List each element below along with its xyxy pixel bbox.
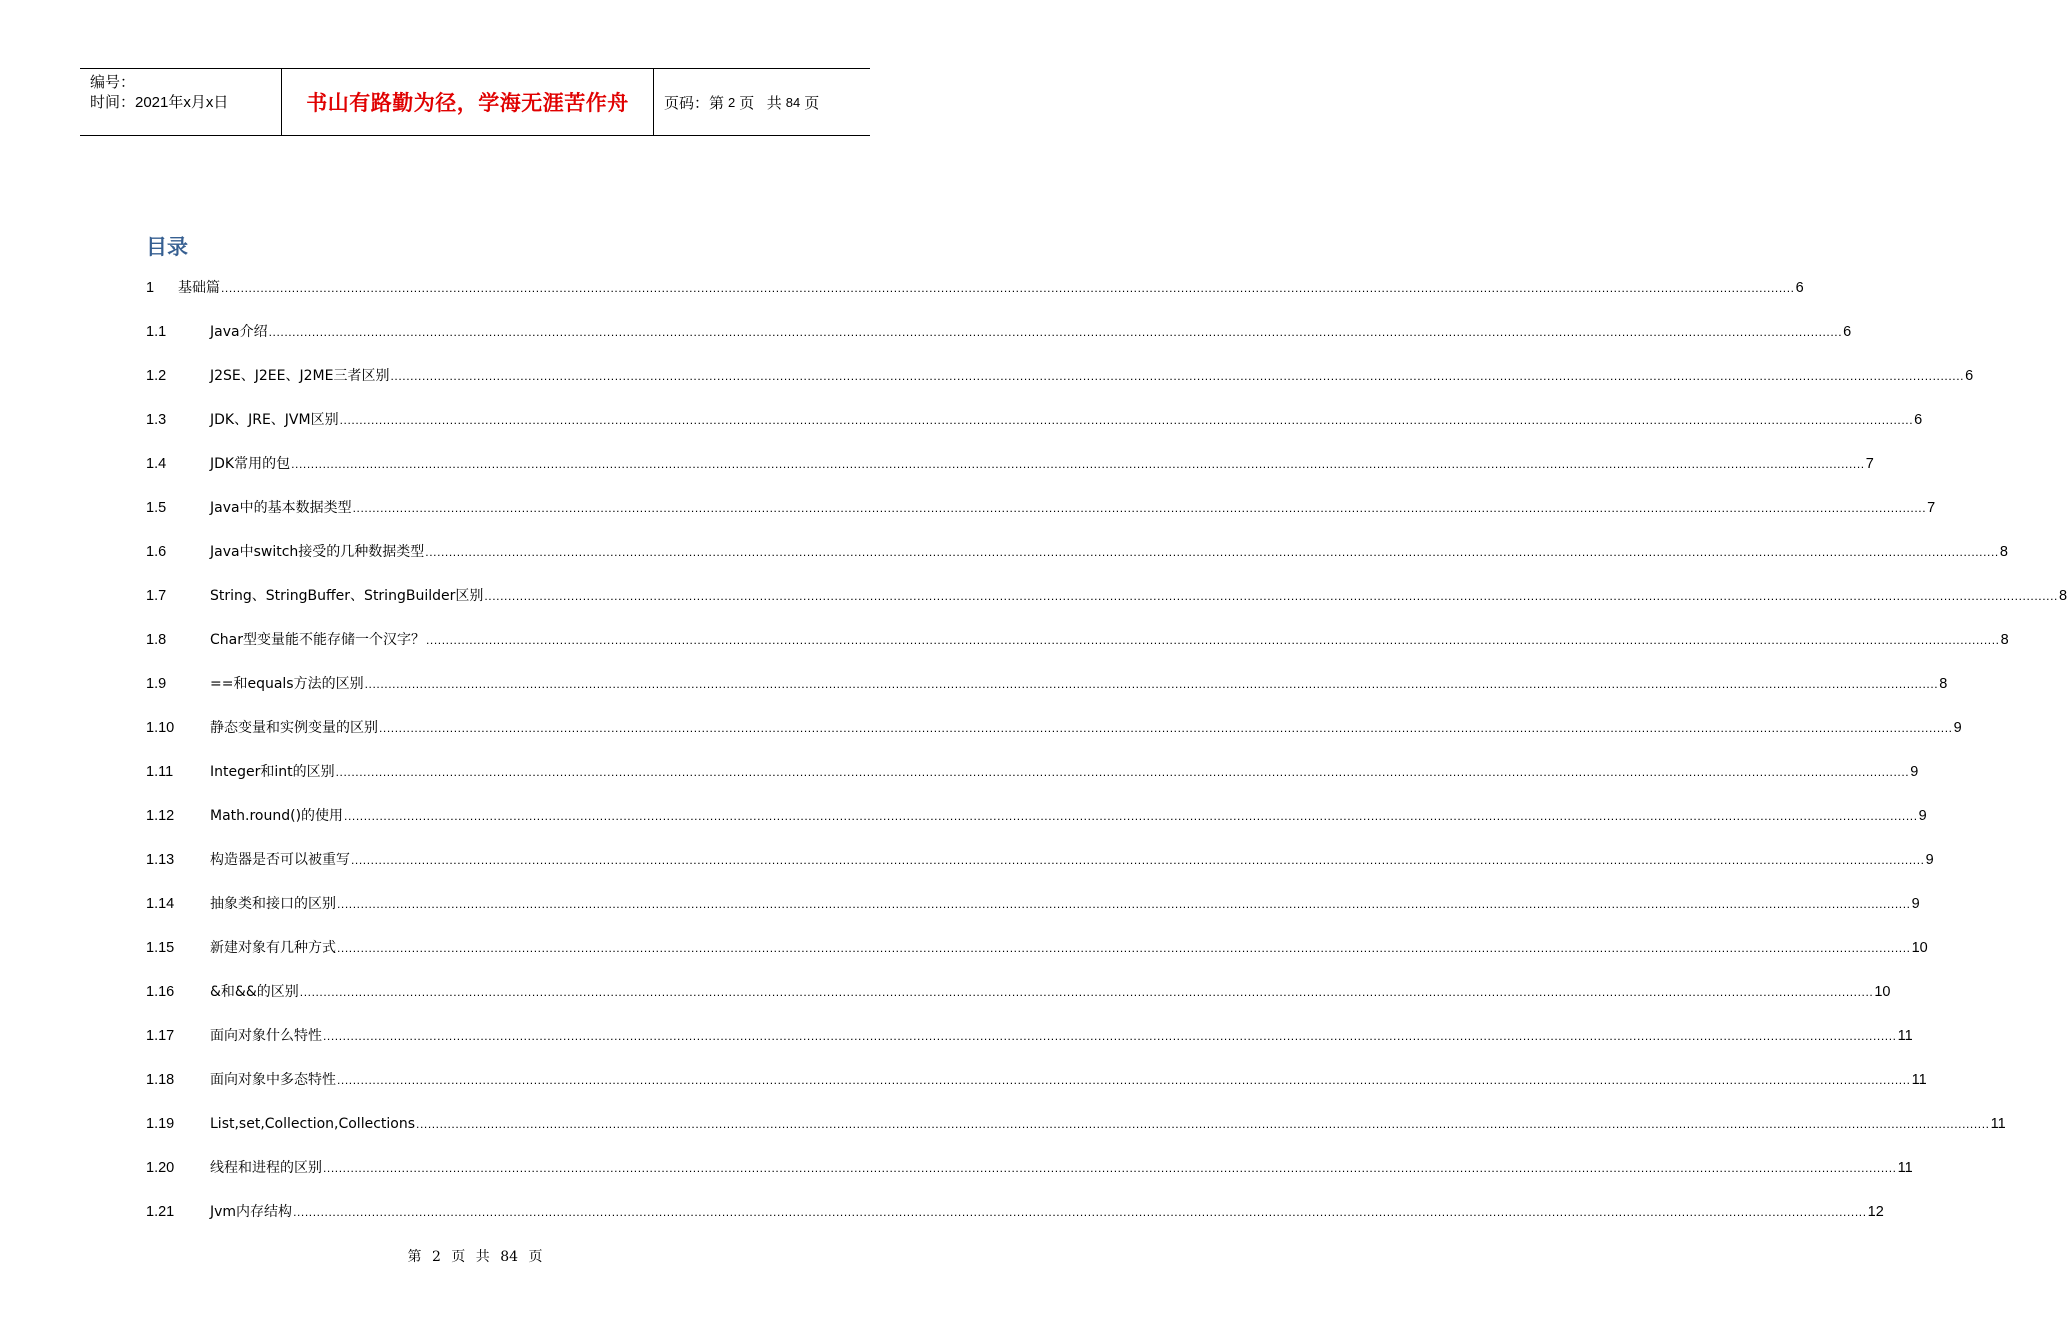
toc-leader-dots: ................................................................................................................................................................................................................................................................................................................................................................................................................ bbox=[344, 809, 1918, 823]
toc-entry-title: Jvm内存结构 bbox=[210, 1204, 293, 1220]
toc-entry-title: 基础篇 bbox=[178, 280, 220, 296]
toc-entry-page: 11 bbox=[1897, 1028, 1913, 1044]
toc-entry-title: 新建对象有几种方式 bbox=[210, 940, 336, 956]
toc-entry-title: Char型变量能不能存储一个汉字？ bbox=[210, 632, 425, 648]
toc-entry[interactable] bbox=[146, 498, 1936, 518]
header-motto-cell bbox=[282, 69, 654, 135]
toc-leader-dots: ................................................................................................................................................................................................................................................................................................................................................................................................................ bbox=[425, 633, 2000, 647]
toc-entry-number: 1.15 bbox=[146, 940, 175, 956]
toc-entry-title: Java中的基本数据类型 bbox=[210, 500, 352, 516]
toc-entry-title: J2SE、J2EE、J2ME三者区别 bbox=[210, 368, 390, 384]
toc-entry[interactable] bbox=[146, 410, 1923, 430]
toc-entry[interactable] bbox=[146, 938, 1928, 958]
toc-entry-number: 1.13 bbox=[146, 852, 175, 868]
toc-entry-title: 线程和进程的区别 bbox=[210, 1160, 322, 1176]
document-header bbox=[80, 68, 870, 136]
toc-leader-dots: ................................................................................................................................................................................................................................................................................................................................................................................................................ bbox=[221, 281, 1795, 295]
toc-entry-number: 1.6 bbox=[146, 544, 167, 560]
toc-entry[interactable] bbox=[146, 806, 1927, 826]
toc-leader-dots: ................................................................................................................................................................................................................................................................................................................................................................................................................ bbox=[416, 1117, 1990, 1131]
toc-entry[interactable] bbox=[146, 630, 2009, 650]
motto-text: 书山有路勤为径，学海无涯苦作舟 bbox=[306, 91, 629, 115]
toc-entry-title: 抽象类和接口的区别 bbox=[210, 896, 336, 912]
toc-entry-page: 9 bbox=[1953, 720, 1962, 736]
page-suffix: 页 bbox=[804, 94, 820, 112]
toc-leader-dots: ................................................................................................................................................................................................................................................................................................................................................................................................................ bbox=[484, 589, 2058, 603]
toc-entry-number: 1.16 bbox=[146, 984, 175, 1000]
toc-entry-page: 8 bbox=[2000, 632, 2009, 648]
toc-entry[interactable] bbox=[146, 762, 1919, 782]
toc-leader-dots: ................................................................................................................................................................................................................................................................................................................................................................................................................ bbox=[352, 501, 1927, 515]
toc-entry-title: ==和equals方法的区别 bbox=[210, 676, 364, 692]
toc-entry-number: 1.4 bbox=[146, 456, 167, 472]
toc-entry-number: 1.11 bbox=[146, 764, 174, 780]
toc-leader-dots: ................................................................................................................................................................................................................................................................................................................................................................................................................ bbox=[425, 545, 1999, 559]
toc-leader-dots: ................................................................................................................................................................................................................................................................................................................................................................................................................ bbox=[293, 1205, 1867, 1219]
toc-entry-number: 1.8 bbox=[146, 632, 167, 648]
toc-leader-dots: ................................................................................................................................................................................................................................................................................................................................................................................................................ bbox=[339, 413, 1914, 427]
toc-entry-title: Integer和int的区别 bbox=[210, 764, 335, 780]
toc-leader-dots: ................................................................................................................................................................................................................................................................................................................................................................................................................ bbox=[299, 985, 1874, 999]
toc-entry-title: 面向对象什么特性 bbox=[210, 1028, 322, 1044]
toc-entry-page: 8 bbox=[2058, 588, 2067, 604]
toc-entry-page: 6 bbox=[1843, 324, 1852, 340]
toc-leader-dots: ................................................................................................................................................................................................................................................................................................................................................................................................................ bbox=[268, 325, 1843, 339]
toc-entry[interactable] bbox=[146, 586, 2067, 606]
toc-entry[interactable] bbox=[146, 1026, 1913, 1046]
toc-entry-number: 1.1 bbox=[146, 324, 167, 340]
toc-leader-dots: ................................................................................................................................................................................................................................................................................................................................................................................................................ bbox=[351, 853, 1925, 867]
toc-entry-title: Math.round()的使用 bbox=[210, 808, 344, 824]
toc-entry-page: 10 bbox=[1874, 984, 1891, 1000]
toc-entry-title: String、StringBuffer、StringBuilder区别 bbox=[210, 588, 484, 604]
page-prefix: 页码：第 bbox=[664, 94, 725, 112]
toc-entry-number: 1.18 bbox=[146, 1072, 175, 1088]
header-meta-cell bbox=[80, 69, 282, 135]
toc-entry-page: 8 bbox=[1999, 544, 2008, 560]
toc-entry-number: 1.19 bbox=[146, 1116, 175, 1132]
page-mid: 页 共 bbox=[739, 94, 782, 112]
toc-entry[interactable] bbox=[146, 542, 2008, 562]
toc-entry-number: 1.2 bbox=[146, 368, 167, 384]
toc-entry-page: 6 bbox=[1965, 368, 1974, 384]
toc-title: 目录 bbox=[146, 235, 188, 259]
toc-entry-page: 11 bbox=[1990, 1116, 2006, 1132]
toc-entry-number: 1 bbox=[146, 280, 155, 296]
toc-entry-page: 9 bbox=[1911, 896, 1920, 912]
toc-entry-number: 1.20 bbox=[146, 1160, 175, 1176]
toc-entry[interactable] bbox=[146, 982, 1891, 1002]
toc-entry[interactable] bbox=[146, 1202, 1884, 1222]
toc-leader-dots: ................................................................................................................................................................................................................................................................................................................................................................................................................ bbox=[323, 1161, 1897, 1175]
toc-entry[interactable] bbox=[146, 1158, 1913, 1178]
toc-leader-dots: ................................................................................................................................................................................................................................................................................................................................................................................................................ bbox=[364, 677, 1939, 691]
toc-leader-dots: ................................................................................................................................................................................................................................................................................................................................................................................................................ bbox=[337, 897, 1911, 911]
page-footer: 第 2 页 共 84 页 bbox=[407, 1249, 543, 1265]
toc-entry-title: 面向对象中多态特性 bbox=[210, 1072, 336, 1088]
toc-leader-dots: ................................................................................................................................................................................................................................................................................................................................................................................................................ bbox=[323, 1029, 1897, 1043]
toc-entry-title: List,set,Collection,Collections bbox=[210, 1116, 416, 1132]
number-label: 编号： bbox=[90, 74, 136, 91]
toc-entry-number: 1.3 bbox=[146, 412, 167, 428]
toc-entry-title: JDK常用的包 bbox=[210, 456, 291, 472]
toc-entry-page: 7 bbox=[1865, 456, 1874, 472]
toc-entry-title: &和&&的区别 bbox=[210, 984, 299, 1000]
page-current: 2 bbox=[728, 94, 736, 110]
toc-entry[interactable] bbox=[146, 1070, 1927, 1090]
toc-entry-page: 6 bbox=[1914, 412, 1923, 428]
toc-entry-number: 1.5 bbox=[146, 500, 167, 516]
toc-leader-dots: ................................................................................................................................................................................................................................................................................................................................................................................................................ bbox=[291, 457, 1865, 471]
toc-entry-number: 1.21 bbox=[146, 1204, 175, 1220]
toc-entry-number: 1.12 bbox=[146, 808, 175, 824]
toc-entry-page: 9 bbox=[1910, 764, 1919, 780]
toc-entry-title: 构造器是否可以被重写 bbox=[210, 852, 350, 868]
toc-leader-dots: ................................................................................................................................................................................................................................................................................................................................................................................................................ bbox=[390, 369, 1965, 383]
toc-leader-dots: ................................................................................................................................................................................................................................................................................................................................................................................................................ bbox=[337, 1073, 1911, 1087]
toc-entry-title: Java介绍 bbox=[210, 324, 268, 340]
toc-leader-dots: ................................................................................................................................................................................................................................................................................................................................................................................................................ bbox=[337, 941, 1911, 955]
toc-entry-page: 7 bbox=[1927, 500, 1936, 516]
toc-entry[interactable] bbox=[146, 366, 1974, 386]
toc-entry-number: 1.14 bbox=[146, 896, 175, 912]
toc-entry-page: 10 bbox=[1911, 940, 1928, 956]
toc-entry-number: 1.7 bbox=[146, 588, 167, 604]
toc-entry[interactable] bbox=[146, 322, 1852, 342]
time-label: 时间：2021年x月x日 bbox=[90, 94, 229, 111]
toc-entry-page: 6 bbox=[1795, 280, 1804, 296]
toc-entry-page: 9 bbox=[1925, 852, 1934, 868]
toc-entry-title: JDK、JRE、JVM区别 bbox=[210, 412, 339, 428]
toc-entry[interactable] bbox=[146, 894, 1920, 914]
toc-entry-number: 1.17 bbox=[146, 1028, 175, 1044]
toc-entry-number: 1.10 bbox=[146, 720, 175, 736]
toc-entry-page: 9 bbox=[1918, 808, 1927, 824]
header-page-cell bbox=[654, 69, 870, 135]
toc-entry-title: Java中switch接受的几种数据类型 bbox=[210, 544, 425, 560]
toc-entry[interactable] bbox=[146, 718, 1962, 738]
toc-entry[interactable] bbox=[146, 454, 1874, 474]
toc-entry[interactable] bbox=[146, 850, 1934, 870]
toc-leader-dots: ................................................................................................................................................................................................................................................................................................................................................................................................................ bbox=[335, 765, 1910, 779]
toc-entry[interactable] bbox=[146, 674, 1948, 694]
page-total: 84 bbox=[785, 94, 801, 110]
toc-entry-page: 12 bbox=[1867, 1204, 1884, 1220]
toc-entry-page: 11 bbox=[1911, 1072, 1927, 1088]
toc-entry-page: 8 bbox=[1939, 676, 1948, 692]
toc-entry[interactable] bbox=[146, 278, 1804, 298]
toc-entry-page: 11 bbox=[1897, 1160, 1913, 1176]
toc-entry-title: 静态变量和实例变量的区别 bbox=[210, 720, 378, 736]
toc-leader-dots: ................................................................................................................................................................................................................................................................................................................................................................................................................ bbox=[379, 721, 1953, 735]
toc-entry[interactable] bbox=[146, 1114, 2006, 1134]
toc-entry-number: 1.9 bbox=[146, 676, 167, 692]
